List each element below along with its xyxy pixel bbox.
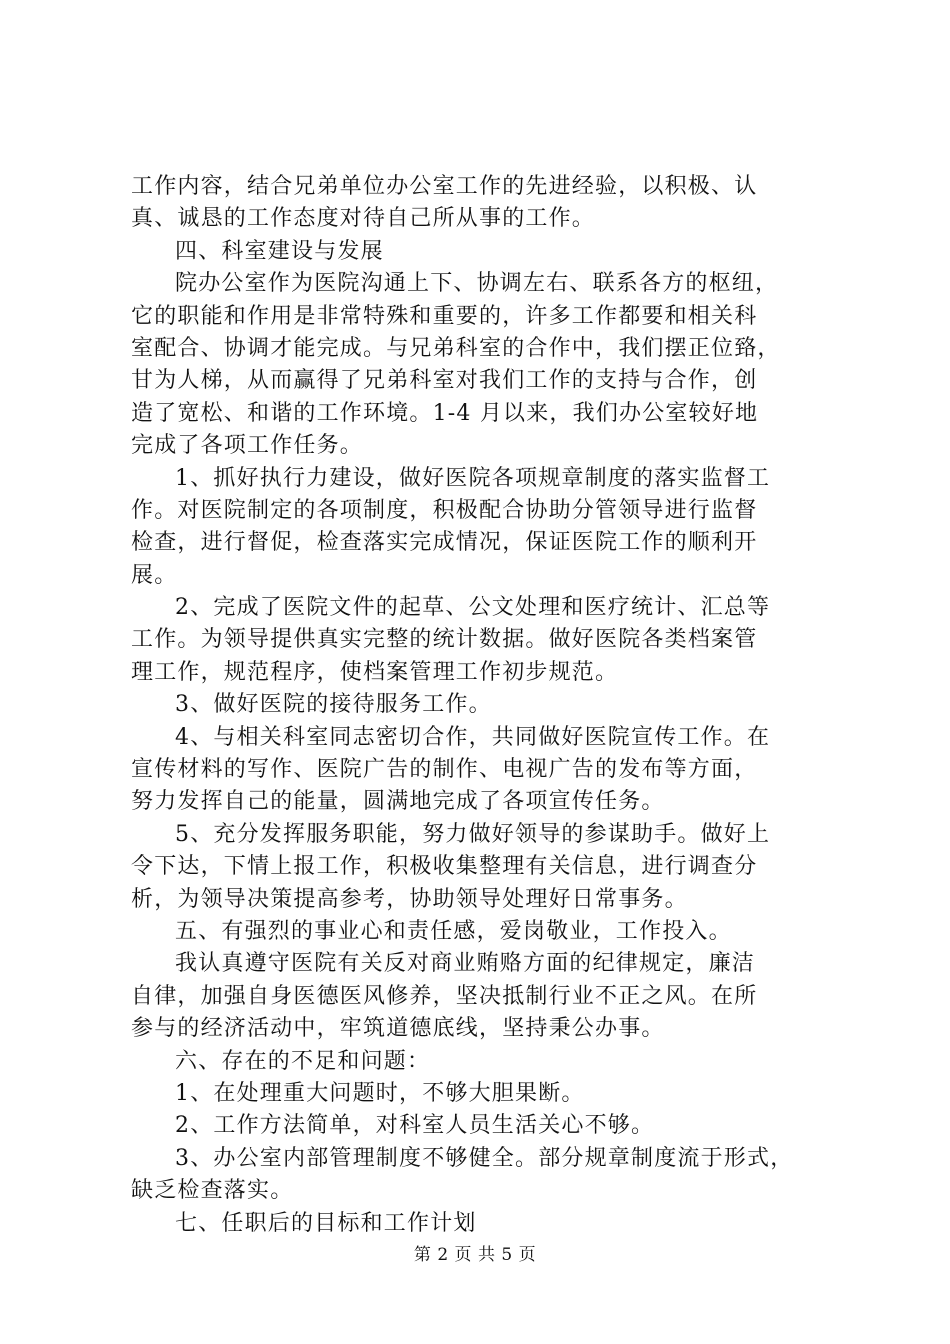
text-line: 自律，加强自身医德医风修养，坚决抵制行业不正之风。在所: [131, 983, 758, 1009]
text-line: 甘为人梯，从而赢得了兄弟科室对我们工作的支持与合作，创: [131, 368, 758, 394]
section-heading: 六、存在的不足和问题：: [175, 1048, 431, 1074]
text-line: 院办公室作为医院沟通上下、协调左右、联系各方的枢纽，: [175, 271, 779, 297]
text-line: 缺乏检查落实。: [131, 1178, 294, 1204]
list-item: 1、在处理重大问题时，不够大胆果断。: [175, 1080, 585, 1106]
text-line: 令下达，下情上报工作，积极收集整理有关信息，进行调查分: [131, 854, 758, 880]
section-heading: 四、科室建设与发展: [175, 238, 384, 264]
text-line: 参与的经济活动中，牢筑道德底线，坚持秉公办事。: [131, 1016, 665, 1042]
text-line: 努力发挥自己的能量，圆满地完成了各项宣传任务。: [131, 789, 665, 815]
text-line: 理工作，规范程序，使档案管理工作初步规范。: [131, 659, 619, 685]
text-line: 工作内容，结合兄弟单位办公室工作的先进经验，以积极、认: [131, 174, 758, 199]
text-line: 真、诚恳的工作态度对待自己所从事的工作。: [131, 206, 596, 232]
text-line: 它的职能和作用是非常特殊和重要的，许多工作都要和相关科: [131, 303, 758, 329]
text-line: 检查，进行督促，检查落实完成情况，保证医院工作的顺利开: [131, 530, 758, 556]
page-number-footer: 第 2 页 共 5 页: [413, 1245, 537, 1265]
text-line: 展。: [131, 562, 178, 588]
section-heading: 五、有强烈的事业心和责任感，爱岗敬业，工作投入。: [175, 918, 732, 944]
list-item: 2、工作方法简单，对科室人员生活关心不够。: [175, 1113, 655, 1139]
text-line: 工作。为领导提供真实完整的统计数据。做好医院各类档案管: [131, 627, 758, 653]
list-item: 5、充分发挥服务职能，努力做好领导的参谋助手。做好上: [175, 821, 771, 847]
text-line: 我认真遵守医院有关反对商业贿赂方面的纪律规定，廉洁: [175, 951, 756, 977]
list-item: 3、办公室内部管理制度不够健全。部分规章制度流于形式，: [175, 1145, 794, 1171]
list-item: 3、做好医院的接待服务工作。: [175, 692, 492, 718]
list-item: 2、完成了医院文件的起草、公文处理和医疗统计、汇总等: [175, 595, 771, 621]
list-item: 1、抓好执行力建设，做好医院各项规章制度的落实监督工: [175, 465, 771, 491]
text-line: 宣传材料的写作、医院广告的制作、电视广告的发布等方面，: [131, 757, 758, 783]
text-line: 析，为领导决策提高参考，协助领导处理好日常事务。: [131, 886, 688, 912]
list-item: 4、与相关科室同志密切合作，共同做好医院宣传工作。在: [175, 724, 771, 750]
text-line: 造了宽松、和谐的工作环境。1-4 月以来，我们办公室较好地: [131, 400, 759, 426]
document-body: [131, 171, 831, 1240]
section-heading: 七、任职后的目标和工作计划: [175, 1210, 477, 1236]
text-line: 完成了各项工作任务。: [131, 433, 364, 459]
text-line: 室配合、协调才能完成。与兄弟科室的合作中，我们摆正位臵，: [131, 335, 781, 361]
text-line: 作。对医院制定的各项制度，积极配合协助分管领导进行监督: [131, 497, 758, 523]
